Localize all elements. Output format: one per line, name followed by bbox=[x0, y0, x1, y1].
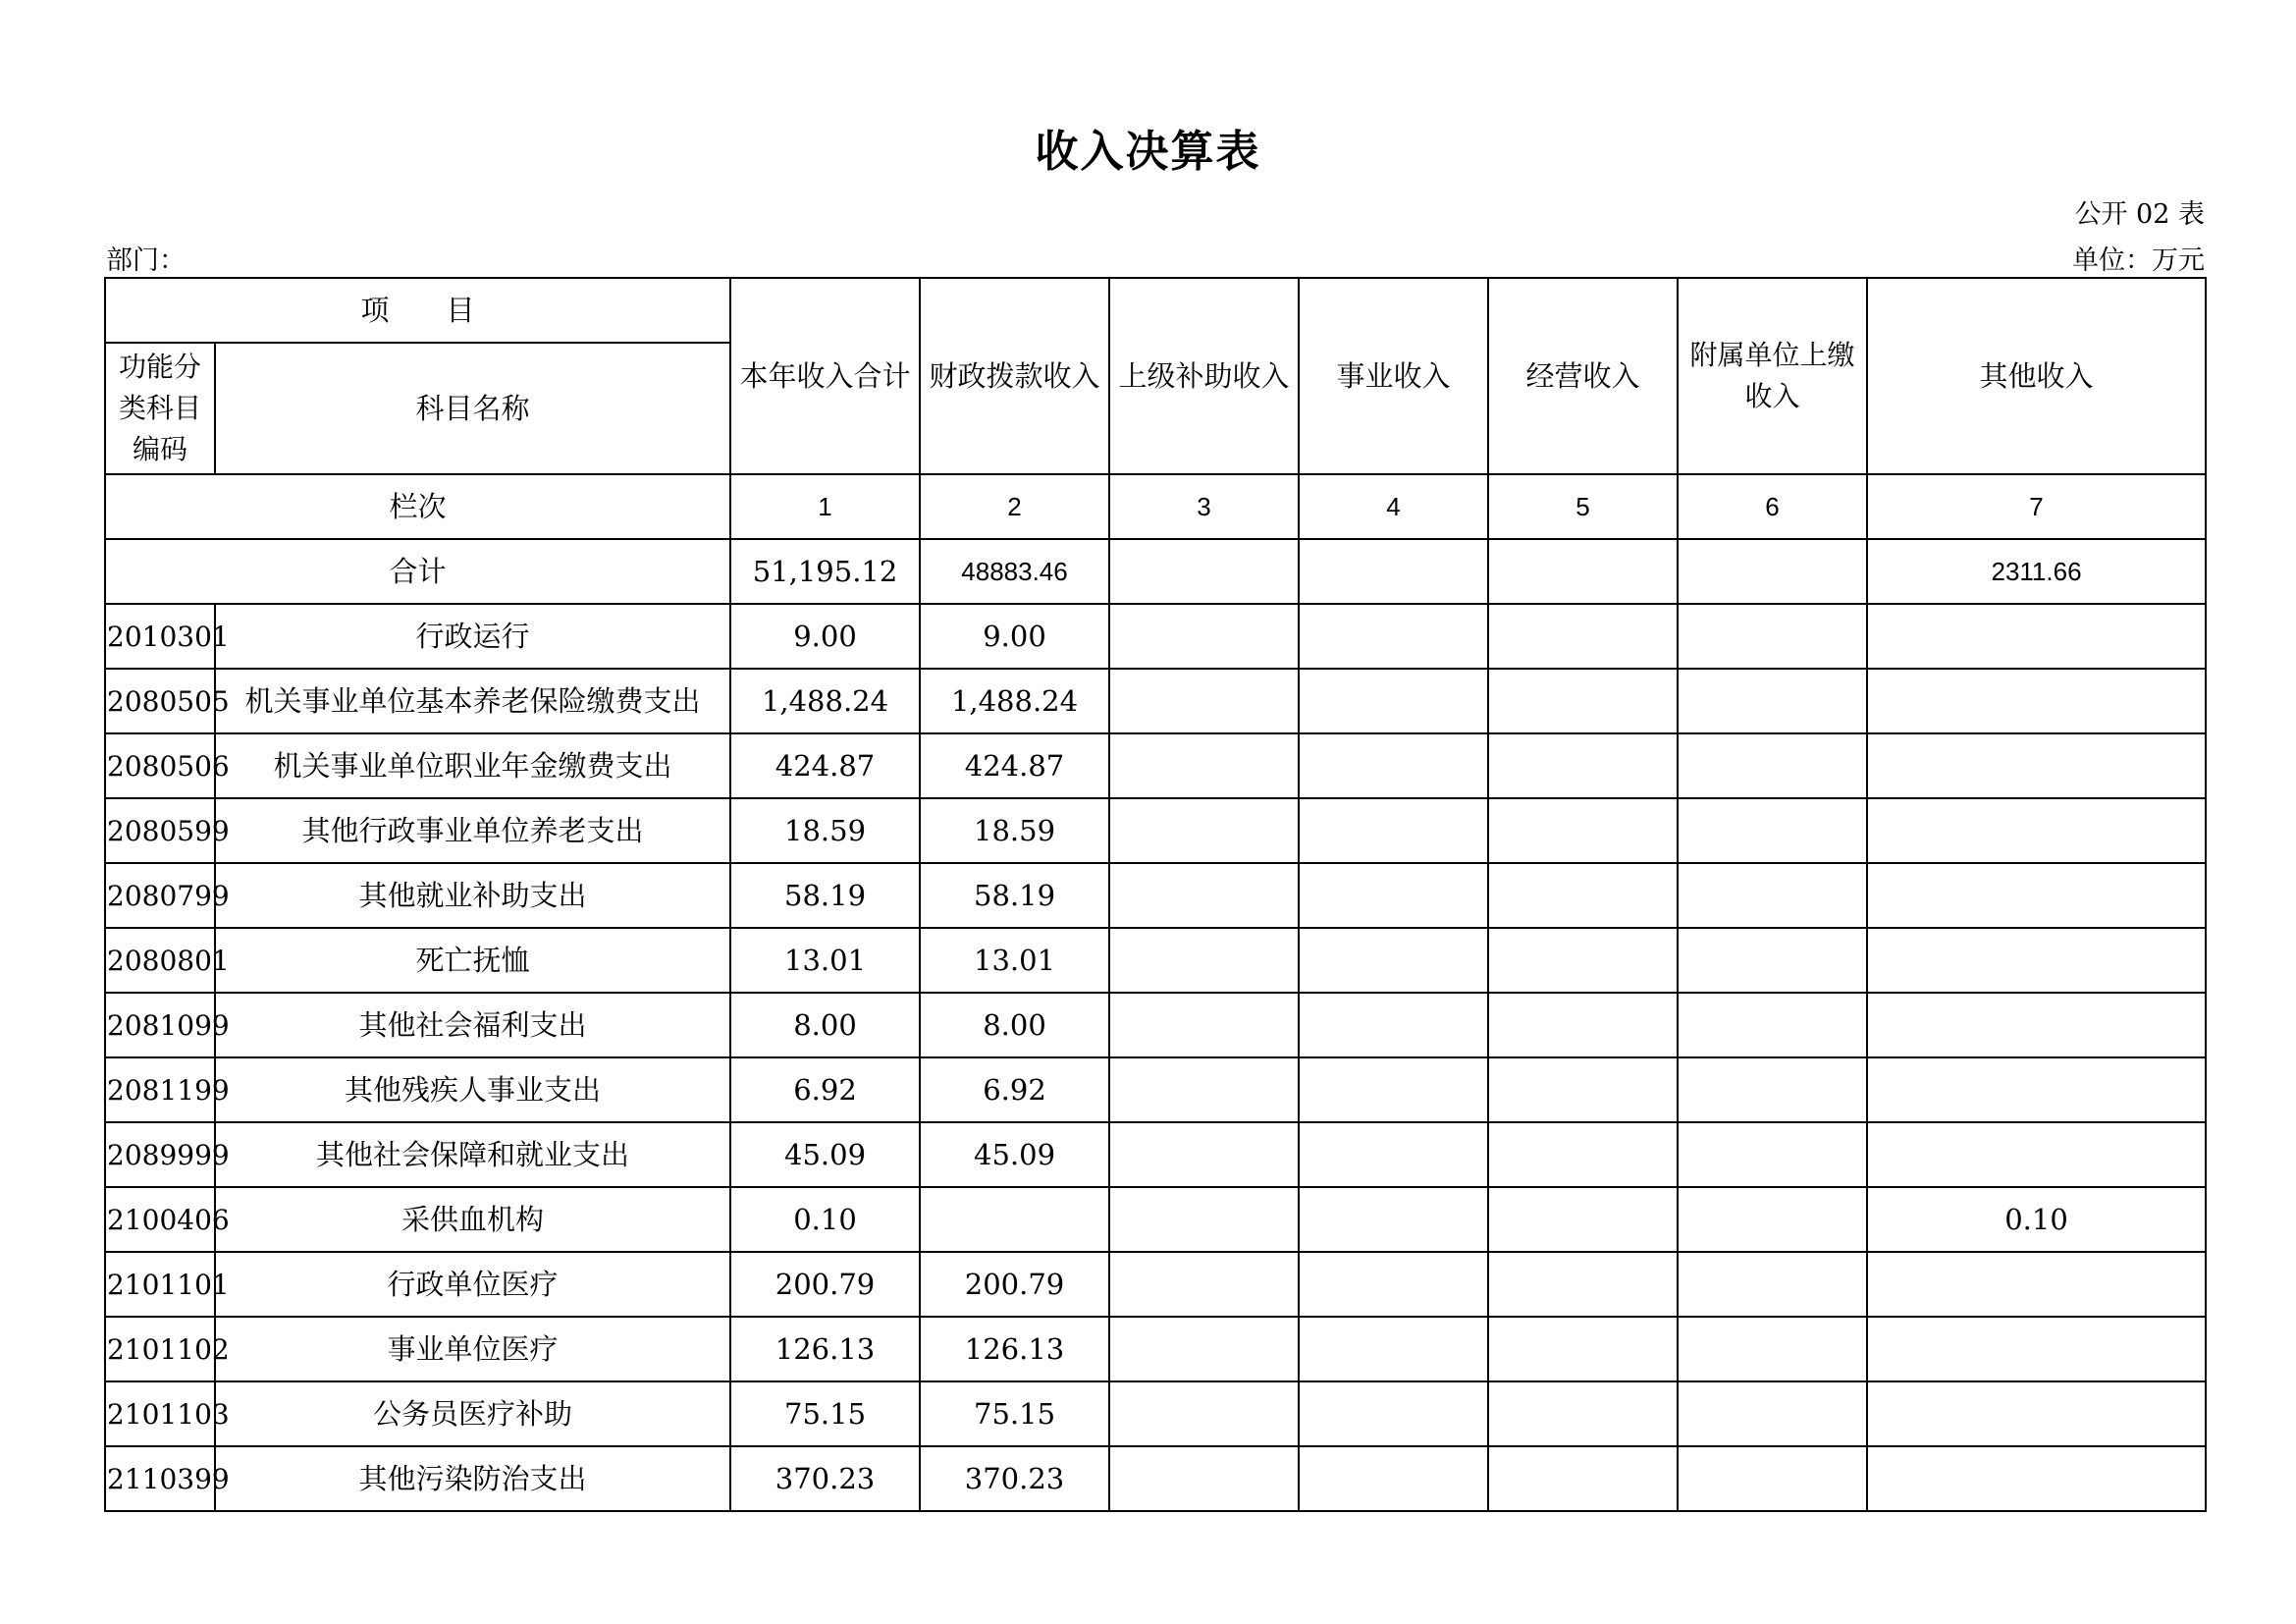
table-row bbox=[105, 1187, 2206, 1252]
subject-name-cell: 其他残疾人事业支出 bbox=[215, 1057, 730, 1122]
table-body bbox=[105, 278, 2206, 1511]
amount-cell bbox=[1867, 798, 2206, 863]
amount-cell bbox=[1678, 733, 1867, 798]
subject-code-cell: 2080505 bbox=[105, 669, 215, 733]
amount-cell bbox=[1299, 1381, 1488, 1446]
column-header: 其他收入 bbox=[1867, 278, 2206, 474]
amount-cell bbox=[1299, 1122, 1488, 1187]
table-row bbox=[105, 1381, 2206, 1446]
amount-cell: 8.00 bbox=[730, 993, 920, 1057]
amount-cell: 1,488.24 bbox=[920, 669, 1109, 733]
amount-cell bbox=[1867, 1317, 2206, 1381]
total-cell: 51,195.12 bbox=[730, 539, 920, 604]
amount-cell bbox=[1299, 1057, 1488, 1122]
amount-cell bbox=[1867, 1446, 2206, 1511]
amount-cell: 8.00 bbox=[920, 993, 1109, 1057]
amount-cell bbox=[1109, 1057, 1299, 1122]
amount-cell bbox=[1488, 993, 1678, 1057]
amount-cell bbox=[1299, 1252, 1488, 1317]
amount-cell bbox=[1867, 993, 2206, 1057]
total-cell: 2311.66 bbox=[1867, 539, 2206, 604]
column-header: 附属单位上缴收入 bbox=[1678, 278, 1867, 474]
amount-cell bbox=[1488, 1446, 1678, 1511]
amount-cell bbox=[1488, 863, 1678, 928]
column-header: 财政拨款收入 bbox=[920, 278, 1109, 474]
amount-cell bbox=[1678, 1252, 1867, 1317]
amount-cell: 370.23 bbox=[920, 1446, 1109, 1511]
subject-code-cell: 2100406 bbox=[105, 1187, 215, 1252]
total-cell: 48883.46 bbox=[920, 539, 1109, 604]
subject-name-cell: 采供血机构 bbox=[215, 1187, 730, 1252]
table-row bbox=[105, 993, 2206, 1057]
col-index-label: 栏次 bbox=[105, 474, 730, 539]
amount-cell bbox=[1109, 733, 1299, 798]
amount-cell: 424.87 bbox=[920, 733, 1109, 798]
subject-code-cell: 2110399 bbox=[105, 1446, 215, 1511]
income-table bbox=[104, 277, 2207, 1512]
form-number: 公开 02 表 bbox=[2074, 199, 2205, 230]
amount-cell bbox=[1299, 604, 1488, 669]
amount-cell bbox=[1867, 669, 2206, 733]
amount-cell bbox=[1488, 1317, 1678, 1381]
amount-cell bbox=[1109, 1381, 1299, 1446]
amount-cell bbox=[1109, 1187, 1299, 1252]
table-row bbox=[105, 1057, 2206, 1122]
func-code-header: 功能分类科目编码 bbox=[105, 343, 215, 474]
table-row bbox=[105, 1446, 2206, 1511]
amount-cell bbox=[1299, 1446, 1488, 1511]
col-index-cell: 3 bbox=[1109, 474, 1299, 539]
amount-cell bbox=[1488, 1122, 1678, 1187]
amount-cell: 200.79 bbox=[730, 1252, 920, 1317]
amount-cell bbox=[1678, 1317, 1867, 1381]
amount-cell bbox=[1678, 669, 1867, 733]
amount-cell bbox=[1678, 928, 1867, 993]
page-title: 收入决算表 bbox=[1035, 127, 1261, 177]
amount-cell: 6.92 bbox=[920, 1057, 1109, 1122]
amount-cell bbox=[1488, 1381, 1678, 1446]
amount-cell bbox=[1488, 928, 1678, 993]
subject-name-cell: 其他社会福利支出 bbox=[215, 993, 730, 1057]
col-index-cell: 2 bbox=[920, 474, 1109, 539]
table-row bbox=[105, 1252, 2206, 1317]
total-cell bbox=[1299, 539, 1488, 604]
table-row bbox=[105, 928, 2206, 993]
amount-cell bbox=[1488, 1057, 1678, 1122]
amount-cell bbox=[1867, 1057, 2206, 1122]
total-cell bbox=[1678, 539, 1867, 604]
department-label: 部门： bbox=[106, 245, 186, 276]
amount-cell bbox=[1678, 1381, 1867, 1446]
amount-cell bbox=[1678, 993, 1867, 1057]
subject-name-cell: 其他行政事业单位养老支出 bbox=[215, 798, 730, 863]
subject-name-cell: 其他就业补助支出 bbox=[215, 863, 730, 928]
amount-cell: 13.01 bbox=[730, 928, 920, 993]
col-index-cell: 6 bbox=[1678, 474, 1867, 539]
table-row bbox=[105, 798, 2206, 863]
total-row bbox=[105, 539, 2206, 604]
amount-cell bbox=[1678, 1057, 1867, 1122]
amount-cell bbox=[1678, 863, 1867, 928]
amount-cell: 75.15 bbox=[730, 1381, 920, 1446]
total-label: 合计 bbox=[105, 539, 730, 604]
amount-cell bbox=[1109, 863, 1299, 928]
amount-cell bbox=[1109, 798, 1299, 863]
amount-cell bbox=[1109, 1317, 1299, 1381]
amount-cell: 58.19 bbox=[730, 863, 920, 928]
amount-cell bbox=[1299, 1187, 1488, 1252]
amount-cell: 0.10 bbox=[730, 1187, 920, 1252]
subject-name-cell: 事业单位医疗 bbox=[215, 1317, 730, 1381]
subject-code-cell: 2101101 bbox=[105, 1252, 215, 1317]
amount-cell: 45.09 bbox=[730, 1122, 920, 1187]
subject-code-cell: 2089999 bbox=[105, 1122, 215, 1187]
amount-cell: 6.92 bbox=[730, 1057, 920, 1122]
item-header: 项 目 bbox=[105, 278, 730, 343]
amount-cell: 200.79 bbox=[920, 1252, 1109, 1317]
subject-code-cell: 2081099 bbox=[105, 993, 215, 1057]
amount-cell bbox=[1109, 669, 1299, 733]
amount-cell bbox=[1867, 604, 2206, 669]
col-index-cell: 7 bbox=[1867, 474, 2206, 539]
total-cell bbox=[1488, 539, 1678, 604]
amount-cell bbox=[1109, 1122, 1299, 1187]
amount-cell: 75.15 bbox=[920, 1381, 1109, 1446]
table-row bbox=[105, 604, 2206, 669]
amount-cell: 18.59 bbox=[920, 798, 1109, 863]
amount-cell bbox=[1678, 1446, 1867, 1511]
column-header: 上级补助收入 bbox=[1109, 278, 1299, 474]
amount-cell bbox=[1488, 1187, 1678, 1252]
amount-cell bbox=[1678, 1187, 1867, 1252]
amount-cell bbox=[1867, 1252, 2206, 1317]
subject-name-cell: 其他污染防治支出 bbox=[215, 1446, 730, 1511]
subject-code-cell: 2080506 bbox=[105, 733, 215, 798]
amount-cell bbox=[1109, 1446, 1299, 1511]
subject-code-cell: 2081199 bbox=[105, 1057, 215, 1122]
subject-name-cell: 其他社会保障和就业支出 bbox=[215, 1122, 730, 1187]
amount-cell bbox=[1488, 604, 1678, 669]
amount-cell bbox=[1678, 604, 1867, 669]
amount-cell: 9.00 bbox=[730, 604, 920, 669]
amount-cell bbox=[1299, 993, 1488, 1057]
amount-cell bbox=[1867, 1122, 2206, 1187]
amount-cell bbox=[1299, 798, 1488, 863]
subject-code-cell: 2101102 bbox=[105, 1317, 215, 1381]
amount-cell bbox=[1867, 733, 2206, 798]
amount-cell: 9.00 bbox=[920, 604, 1109, 669]
amount-cell bbox=[1488, 1252, 1678, 1317]
amount-cell bbox=[1867, 1381, 2206, 1446]
subject-name-cell: 行政运行 bbox=[215, 604, 730, 669]
col-index-cell: 5 bbox=[1488, 474, 1678, 539]
amount-cell bbox=[1488, 669, 1678, 733]
subject-name-cell: 行政单位医疗 bbox=[215, 1252, 730, 1317]
amount-cell bbox=[1867, 863, 2206, 928]
col-index-cell: 1 bbox=[730, 474, 920, 539]
subject-code-cell: 2080799 bbox=[105, 863, 215, 928]
amount-cell bbox=[1867, 928, 2206, 993]
subject-code-cell: 2080801 bbox=[105, 928, 215, 993]
subject-name-cell: 死亡抚恤 bbox=[215, 928, 730, 993]
amount-cell: 13.01 bbox=[920, 928, 1109, 993]
col-index-cell: 4 bbox=[1299, 474, 1488, 539]
header-row-top bbox=[105, 278, 2206, 343]
amount-cell bbox=[1109, 1252, 1299, 1317]
subject-code-cell: 2080599 bbox=[105, 798, 215, 863]
amount-cell: 0.10 bbox=[1867, 1187, 2206, 1252]
table-row bbox=[105, 669, 2206, 733]
amount-cell bbox=[920, 1187, 1109, 1252]
col-index-row bbox=[105, 474, 2206, 539]
amount-cell: 1,488.24 bbox=[730, 669, 920, 733]
amount-cell: 126.13 bbox=[730, 1317, 920, 1381]
amount-cell bbox=[1299, 863, 1488, 928]
amount-cell: 126.13 bbox=[920, 1317, 1109, 1381]
subject-name-header: 科目名称 bbox=[215, 343, 730, 474]
subject-code-cell: 2101103 bbox=[105, 1381, 215, 1446]
table-row bbox=[105, 863, 2206, 928]
column-header: 经营收入 bbox=[1488, 278, 1678, 474]
amount-cell: 18.59 bbox=[730, 798, 920, 863]
amount-cell bbox=[1299, 928, 1488, 993]
amount-cell bbox=[1109, 993, 1299, 1057]
amount-cell bbox=[1109, 604, 1299, 669]
subject-name-cell: 公务员医疗补助 bbox=[215, 1381, 730, 1446]
amount-cell bbox=[1109, 928, 1299, 993]
subject-name-cell: 机关事业单位职业年金缴费支出 bbox=[215, 733, 730, 798]
amount-cell bbox=[1678, 798, 1867, 863]
amount-cell bbox=[1299, 733, 1488, 798]
amount-cell bbox=[1299, 669, 1488, 733]
amount-cell: 45.09 bbox=[920, 1122, 1109, 1187]
subject-code-cell: 2010301 bbox=[105, 604, 215, 669]
table-row bbox=[105, 1317, 2206, 1381]
table-row bbox=[105, 733, 2206, 798]
total-cell bbox=[1109, 539, 1299, 604]
subject-name-cell: 机关事业单位基本养老保险缴费支出 bbox=[215, 669, 730, 733]
column-header: 本年收入合计 bbox=[730, 278, 920, 474]
amount-cell bbox=[1678, 1122, 1867, 1187]
amount-cell bbox=[1488, 733, 1678, 798]
amount-cell bbox=[1488, 798, 1678, 863]
column-header: 事业收入 bbox=[1299, 278, 1488, 474]
table-row bbox=[105, 1122, 2206, 1187]
amount-cell bbox=[1299, 1317, 1488, 1381]
amount-cell: 370.23 bbox=[730, 1446, 920, 1511]
amount-cell: 424.87 bbox=[730, 733, 920, 798]
amount-cell: 58.19 bbox=[920, 863, 1109, 928]
unit-label: 单位：万元 bbox=[2072, 245, 2205, 276]
